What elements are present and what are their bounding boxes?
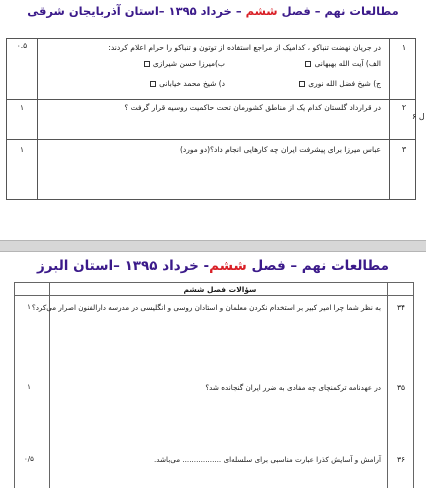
title-highlight: ششم xyxy=(209,258,247,274)
exam-page-alborz xyxy=(0,252,426,488)
question-number: ۳۵ xyxy=(396,383,406,392)
question-text: در عهدنامه ترکمنچای چه مفادی به ضرر ایران گنجانده شد؟ xyxy=(205,383,381,392)
side-label: ل ۶ xyxy=(412,112,425,121)
question-number: ۲ xyxy=(401,103,407,112)
questions-table xyxy=(14,282,414,488)
option-b[interactable]: ب)میرزا حسن شیرازی xyxy=(144,59,225,68)
checkbox[interactable] xyxy=(299,81,305,87)
question-text: آرامش و آسایش کذرا عبارت مناسبی برای سلسله‌ای ................. می‌باشد. xyxy=(153,455,381,464)
checkbox[interactable] xyxy=(144,61,150,67)
question-score: ۱ xyxy=(19,103,25,112)
question-number: ۳۴ xyxy=(396,303,406,312)
checkbox[interactable] xyxy=(305,61,311,67)
row-divider xyxy=(7,139,415,140)
column-divider xyxy=(49,283,50,488)
row-divider xyxy=(7,99,415,100)
question-text: عباس میرزا برای پیشرفت ایران چه کارهایی انجام داد؟(دو مورد) xyxy=(179,145,381,154)
row-divider xyxy=(15,295,413,296)
option-a[interactable]: الف) آیت الله بهبهانی xyxy=(305,59,381,68)
question-text: به نظر شما چرا امیر کبیر بر استخدام نکردن معلمان و استادان روسی و انگلیسی در مدرسه دارالفنون اصرار می‌کرد؟ xyxy=(31,303,381,312)
question-score: ۱ xyxy=(27,303,31,311)
column-divider xyxy=(37,39,38,199)
option-c[interactable]: ج) شیخ فضل الله نوری xyxy=(299,79,381,88)
questions-table xyxy=(6,38,416,200)
question-number: ۱ xyxy=(401,43,407,52)
question-score: ۱ xyxy=(27,383,31,391)
page-title: مطالعات نهم – فصل ششم- خرداد ۱۳۹۵ –استان البرز xyxy=(37,258,389,274)
title-highlight: ششم xyxy=(245,4,278,18)
question-number: ۳ xyxy=(401,145,407,154)
page-title: مطالعات نهم – فصل ششم – خرداد ۱۳۹۵ –استان آذربایجان شرقی xyxy=(27,4,399,18)
column-divider xyxy=(389,39,390,199)
question-score: ۰/۵ xyxy=(24,455,34,463)
question-text: در جریان نهضت تنباکو ، کدامیک از مراجع استفاده از توتون و تنباکو را حرام اعلام کردند: xyxy=(108,43,381,52)
option-d[interactable]: د) شیخ محمد خیابانی xyxy=(150,79,225,88)
section-header: سؤالات فصل ششم xyxy=(183,285,257,294)
checkbox[interactable] xyxy=(150,81,156,87)
question-text: در قرارداد گلستان کدام یک از مناطق کشورمان تحت حاکمیت روسیه قرار گرفت ؟ xyxy=(124,103,381,112)
exam-page-east-azerbaijan xyxy=(0,0,426,240)
column-divider xyxy=(387,283,388,488)
question-score: ۱ xyxy=(19,145,25,154)
question-score: ۰.۵ xyxy=(16,41,28,50)
page-separator xyxy=(0,240,426,252)
question-number: ۳۶ xyxy=(396,455,406,464)
